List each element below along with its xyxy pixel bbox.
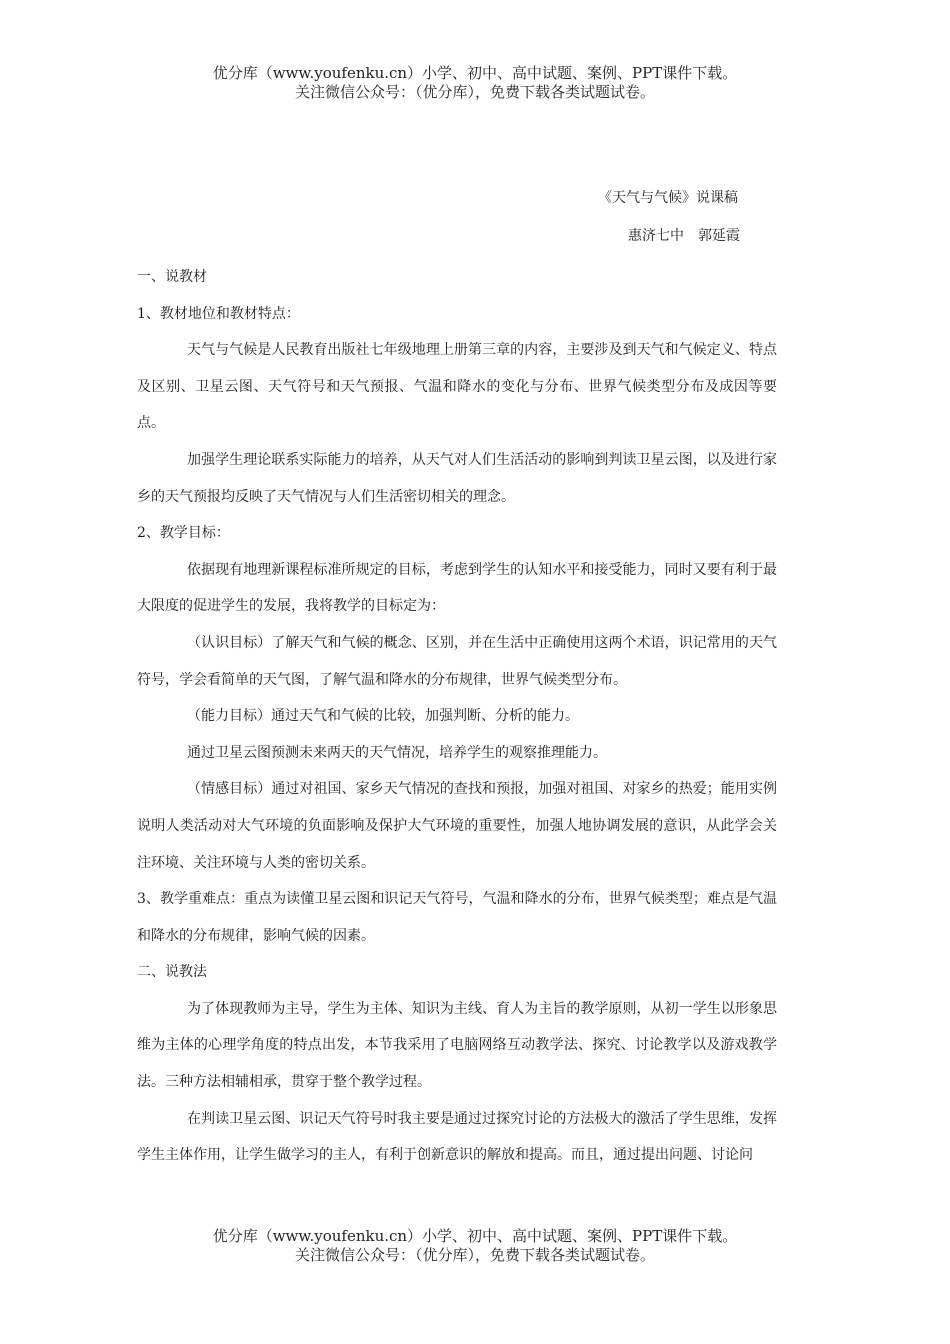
subheading-1: 1、教材地位和教材特点： bbox=[137, 305, 300, 322]
section-heading-2: 二、说教法 bbox=[137, 964, 207, 981]
subheading-3: 3、教学重难点：重点为读懂卫星云图和识记天气符号，气温和降水的分布，世界气候类型；难点是气温和降水的分布规律，影响气候的因素。 bbox=[137, 891, 777, 944]
paragraph: （认识目标）了解天气和气候的概念、区别，并在生活中正确使用这两个术语，识记常用的天气符号，学会看简单的天气图，了解气温和降水的分布规律，世界气候类型分布。 bbox=[137, 634, 777, 688]
document-byline bbox=[628, 225, 740, 245]
author-name: 郭延霞 bbox=[698, 228, 740, 244]
footer-banner bbox=[0, 1227, 950, 1265]
paragraph: 为了体现教师为主导，学生为主体、知识为主线、育人为主旨的教学原则，从初一学生以形象思维为主体的心理学角度的特点出发，本节我采用了电脑网络互动教学法、探究、讨论教学以及游戏教学法。三种方法相辅相承，贯穿于整个教学过程。 bbox=[137, 1000, 777, 1091]
paragraph: 通过卫星云图预测未来两天的天气情况，培养学生的观察推理能力。 bbox=[187, 744, 607, 761]
banner-line-1: 优分库（www.youfenku.cn）小学、初中、高中试题、案例、PPT课件下载。 bbox=[212, 1227, 738, 1245]
school-name: 惠济七中 bbox=[628, 228, 684, 244]
paragraph: 天气与气候是人民教育出版社七年级地理上册第三章的内容，主要涉及到天气和气候定义、特点及区别、卫星云图、天气符号和天气预报、气温和降水的变化与分布、世界气候类型分布及成因等要点。 bbox=[137, 342, 777, 432]
subheading-2: 2、教学目标： bbox=[137, 525, 230, 542]
paragraph: 依据现有地理新课程标准所规定的目标，考虑到学生的认知水平和接受能力，同时又要有利于最大限度的促进学生的发展，我将教学的目标定为： bbox=[137, 561, 777, 615]
document-title: 《天气与气候》说课稿 bbox=[598, 190, 738, 206]
paragraph: （情感目标）通过对祖国、家乡天气情况的查找和预报，加强对祖国、对家乡的热爱；能用实例说明人类活动对大气环境的负面影响及保护大气环境的重要性，加强人地协调发展的意识，从此学会关注环境、关注环境与人类的密切关系。 bbox=[137, 781, 777, 871]
paragraph: 加强学生理论联系实际能力的培养，从天气对人们生活活动的影响到判读卫星云图，以及进行家乡的天气预报均反映了天气情况与人们生活密切相关的理念。 bbox=[137, 451, 777, 505]
banner-line-2: 关注微信公众号：（优分库），免费下载各类试题试卷。 bbox=[294, 83, 655, 101]
document-body bbox=[137, 259, 777, 1174]
section-heading-1: 一、说教材 bbox=[137, 269, 207, 285]
banner-line-2: 关注微信公众号：（优分库），免费下载各类试题试卷。 bbox=[294, 1246, 655, 1264]
paragraph: 在判读卫星云图、识记天气符号时我主要是通过过探究讨论的方法极大的激活了学生思维，发挥学生主体作用，让学生做学习的主人，有利于创新意识的解放和提高。而且，通过提出问题、讨论问 bbox=[137, 1110, 777, 1164]
header-banner bbox=[0, 64, 950, 102]
paragraph: （能力目标）通过天气和气候的比较，加强判断、分析的能力。 bbox=[187, 708, 579, 725]
banner-line-1: 优分库（www.youfenku.cn）小学、初中、高中试题、案例、PPT课件下载。 bbox=[212, 64, 738, 82]
